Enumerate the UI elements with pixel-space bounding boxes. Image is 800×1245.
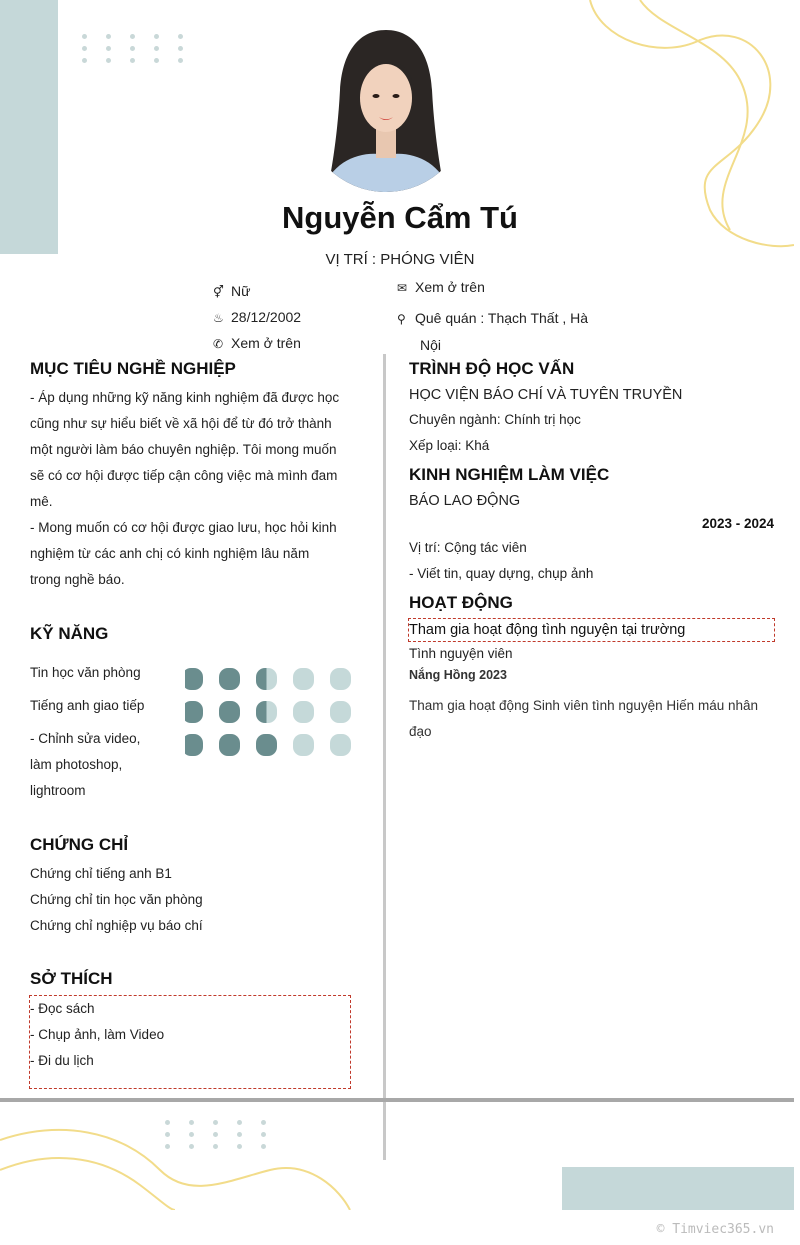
activity-event-title: Nắng Hồng 2023 [409,668,507,682]
education-title: TRÌNH ĐỘ HỌC VẤN [409,359,575,378]
rating-pill-full [219,701,240,723]
rating-pill-empty [293,701,314,723]
skill-rating [182,668,367,690]
birthday-value: 28/12/2002 [231,309,302,325]
skill-rating [182,734,367,756]
certificate-item: Chứng chỉ nghiệp vụ báo chí [30,918,203,933]
certificate-item: Chứng chỉ tin học văn phòng [30,892,203,907]
rating-pill-empty [330,734,351,756]
objective-line: - Áp dụng những kỹ năng kinh nghiệm đã được học [30,390,340,405]
hometown-info [397,305,588,358]
education-major: Chuyên ngành: Chính trị học [409,412,581,427]
hobby-item: - Chụp ảnh, làm Video [30,1027,165,1042]
rating-pill-full [182,701,203,723]
map-marker-icon: ⚲ [397,312,406,326]
activity-role: Tình nguyện viên [409,646,513,661]
experience-duty: - Viết tin, quay dựng, chụp ảnh [409,566,594,581]
gender-value: Nữ [231,283,251,299]
candidate-name: Nguyễn Cẩm Tú [282,200,518,235]
activity-description [409,693,758,745]
hobbies-title: SỞ THÍCH [30,969,113,988]
objective-line: cũng như sự hiểu biết về xã hội để từ đó trở thành [30,416,332,431]
objective-line: trong nghề báo. [30,572,125,587]
birthday-cake-icon: ♨ [213,311,224,325]
phone-info [213,335,301,351]
skills-title: KỸ NĂNG [30,624,109,643]
education-school: HỌC VIỆN BÁO CHÍ VÀ TUYÊN TRUYỀN [409,387,683,403]
activity-line: Tham gia hoạt động Sinh viên tình nguyện Hiến máu nhân [409,698,758,713]
education-rank: Xếp loại: Khá [409,438,490,453]
objective-line: mê. [30,494,53,509]
email-value: Xem ở trên [415,279,485,295]
birthday-info [213,309,301,325]
objective-line: một người làm báo chuyên nghiệp. Tôi mong muốn [30,442,337,457]
rating-pill-full [219,668,240,690]
education-details [409,407,581,459]
decor-dots-top [82,34,186,63]
certificate-item: Chứng chỉ tiếng anh B1 [30,866,172,881]
certificates-title: CHỨNG CHỈ [30,835,129,854]
objective-text [30,385,350,593]
rating-pill-empty [330,701,351,723]
email-info [397,279,485,295]
objective-line: sẽ có cơ hội được tiếp cận công việc mà mình đam [30,468,338,483]
phone-icon: ✆ [213,337,224,351]
experience-details [409,535,593,587]
objective-title: MỤC TIÊU NGHỀ NGHIỆP [30,359,236,378]
objective-line: nghiệm từ các anh chị có kinh nghiệm lâu năm [30,546,310,561]
hobby-item: - Đọc sách [30,1001,95,1016]
skill-label: Tiếng anh giao tiếp [30,698,145,713]
gender-info [213,283,250,299]
experience-period: 2023 - 2024 [701,516,774,531]
skill-label-line: - Chỉnh sửa video, [30,731,141,746]
hometown-line2: Nội [420,337,442,353]
decor-curves-bottom [0,1110,360,1210]
job-position: VỊ TRÍ : PHÓNG VIÊN [325,251,475,268]
rating-pill-empty [293,668,314,690]
skill-label [30,726,140,804]
envelope-icon: ✉ [397,281,408,295]
bottom-divider [0,1098,794,1102]
avatar [302,20,470,192]
hobby-item: - Đi du lịch [30,1053,94,1068]
rating-pill-half [256,668,277,690]
skill-label: Tin học văn phòng [30,665,141,680]
skill-rating [182,701,367,723]
rating-pill-empty [293,734,314,756]
footer-watermark: © Timviec365.vn [656,1222,774,1237]
phone-value: Xem ở trên [231,335,301,351]
rating-pill-full [182,668,203,690]
activity-line: đạo [409,724,432,739]
decor-bottom-bar [562,1167,794,1210]
activities-title: HOẠT ĐỘNG [409,593,513,612]
rating-pill-half [256,701,277,723]
rating-pill-full [256,734,277,756]
hometown-line1: Quê quán : Thạch Thất , Hà [415,310,589,326]
experience-title: KINH NGHIỆM LÀM VIỆC [409,465,610,484]
experience-role: Vị trí: Cộng tác viên [409,540,527,555]
hobbies-list[interactable] [29,995,351,1089]
rating-pill-full [219,734,240,756]
gender-icon: ⚥ [213,285,224,299]
activity-item-title[interactable]: Tham gia hoạt động tình nguyện tại trường [408,618,775,642]
experience-company: BÁO LAO ĐỘNG [409,493,521,509]
rating-pill-empty [330,668,351,690]
certificates-list [30,861,203,939]
rating-pill-full [182,734,203,756]
objective-line: - Mong muốn có cơ hội được giao lưu, học hỏi kinh [30,520,337,535]
skill-label-line: lightroom [30,783,86,798]
column-divider [383,354,386,1160]
skill-label-line: làm photoshop, [30,757,123,772]
